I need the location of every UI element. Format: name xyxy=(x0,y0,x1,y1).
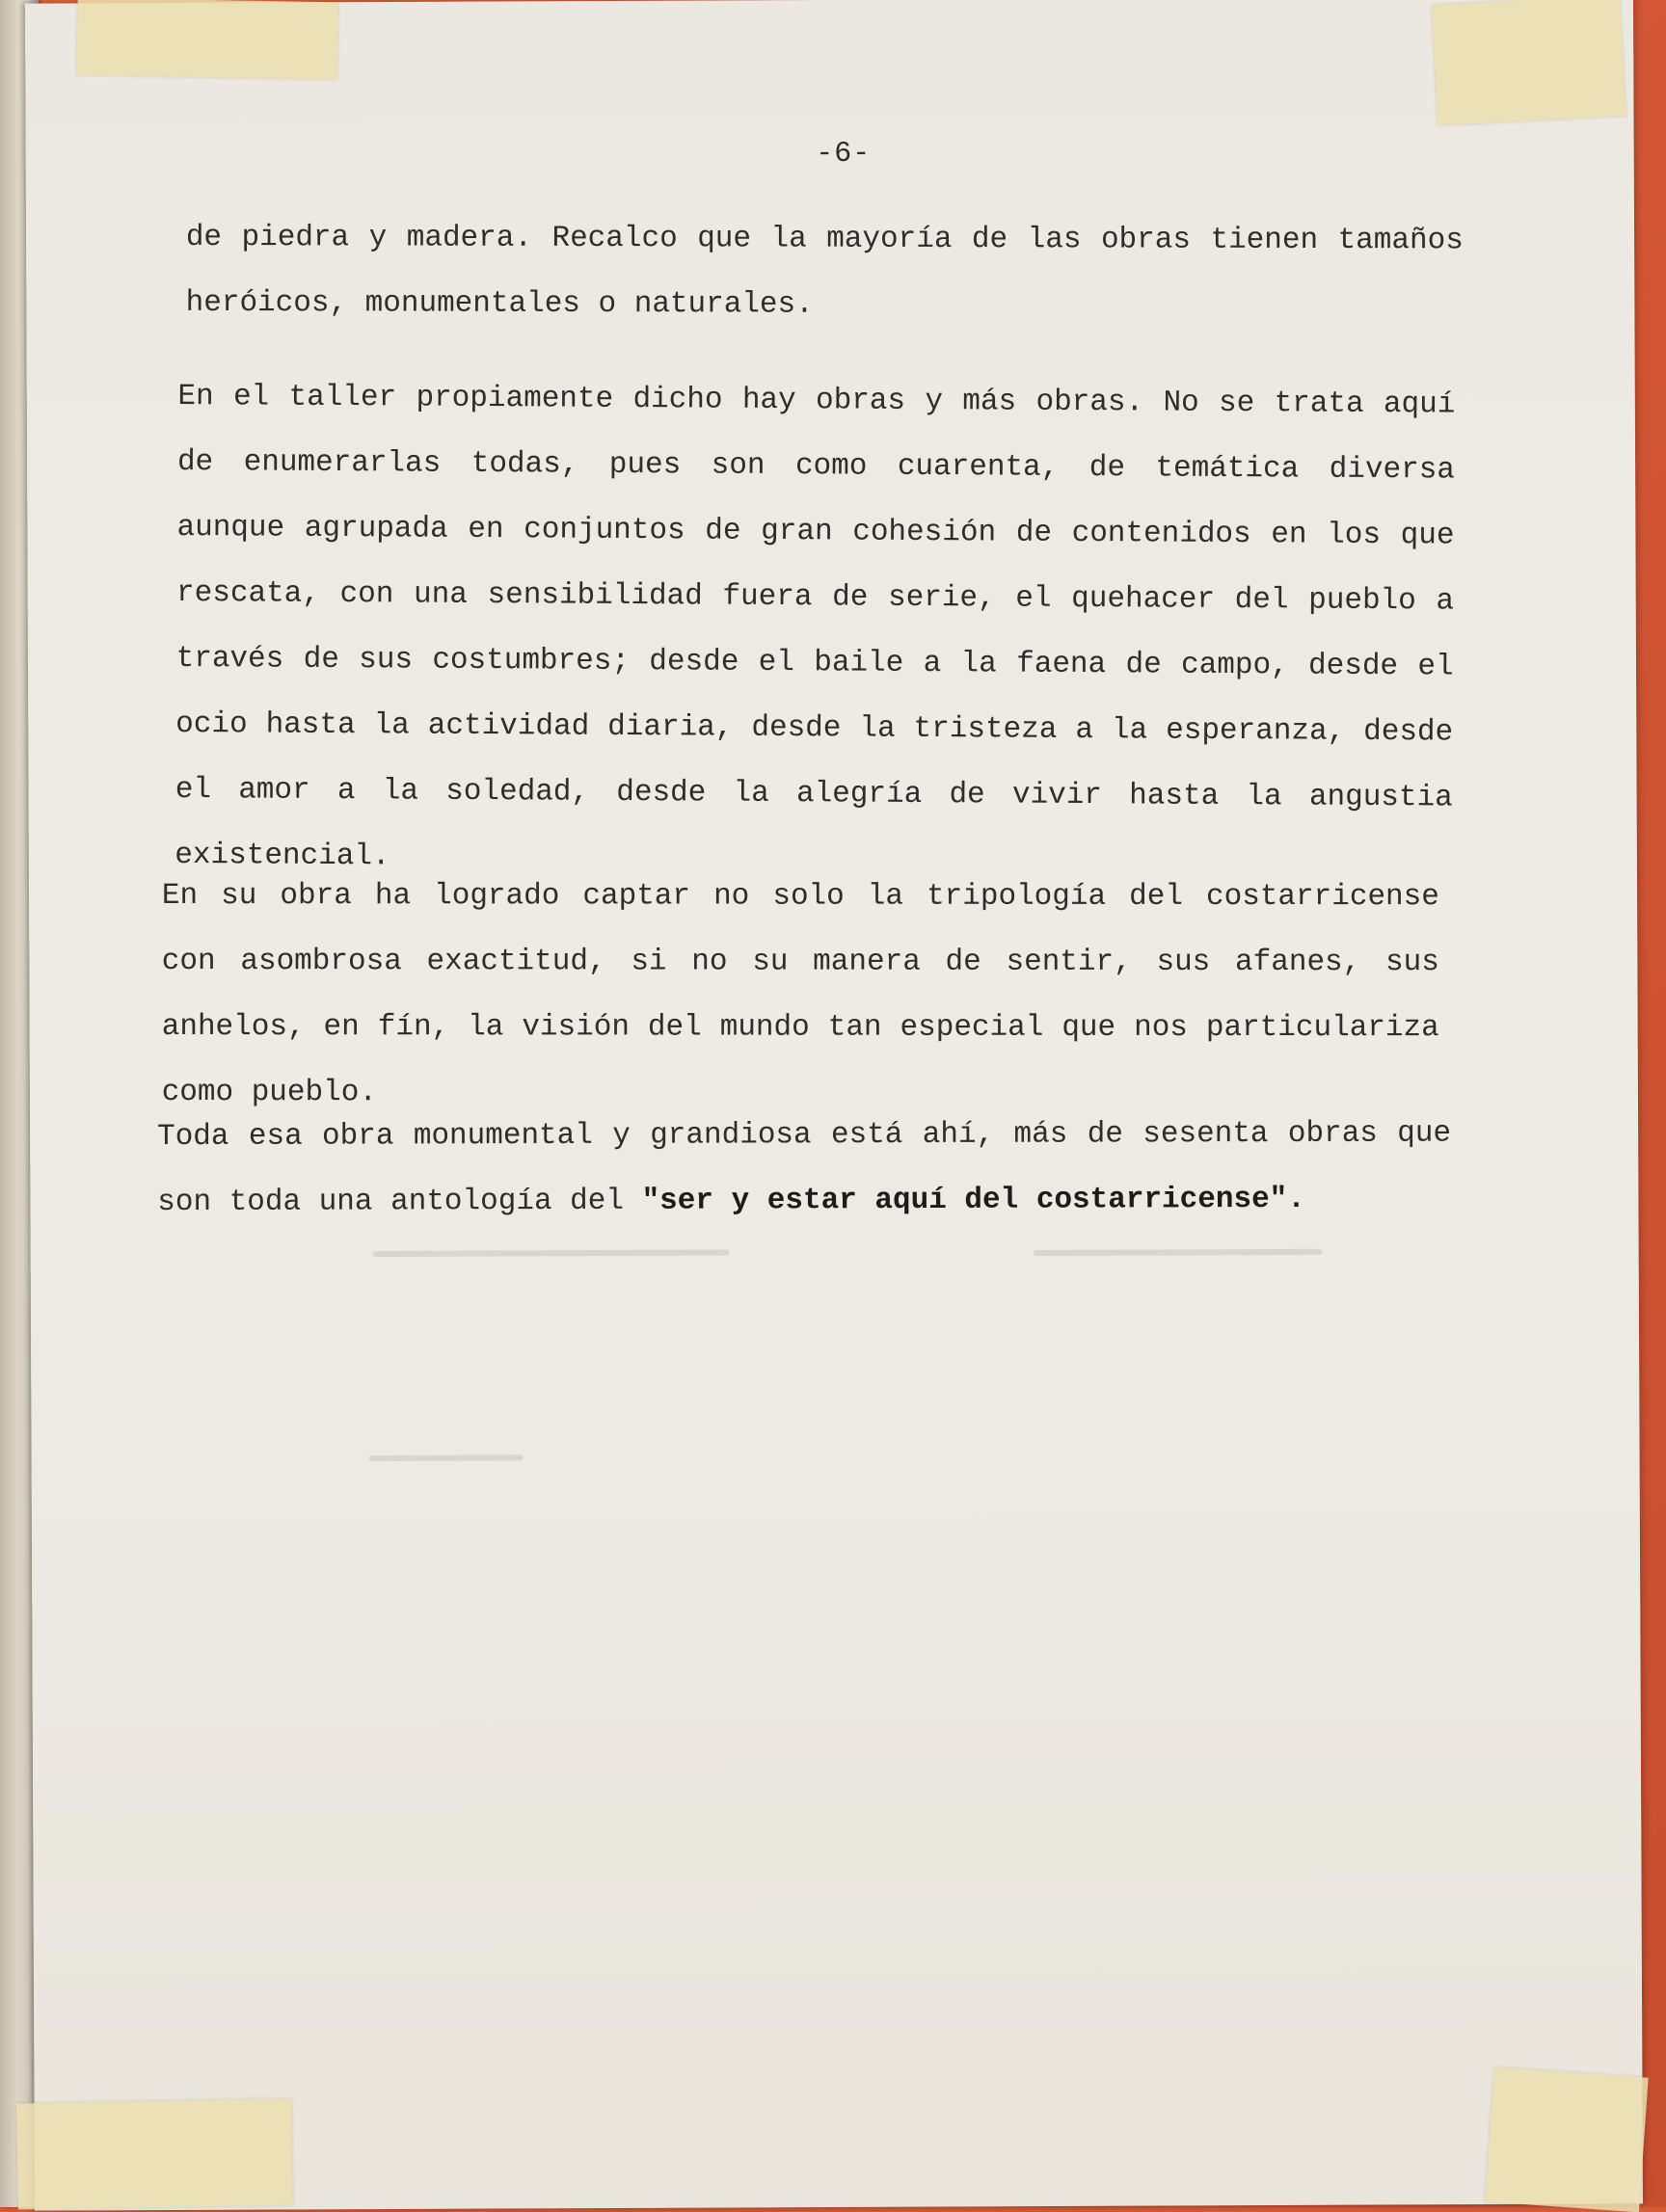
paragraph-2: En el taller propiamente dicho hay obras y más obras. No se trata aquí de enumerarlas todas, pues son como cuarenta, de temática diversa aunque agrupada en conjuntos de gran cohesión de contenidos en los que rescata, con una sensibilidad fuera de serie, el quehacer del pueblo a través de sus costumbres; desde el baile a la faena de campo, desde el ocio hasta la actividad diaria, desde la tristeza a la esperanza, desde el amor a la soledad, desde la alegría de vivir hasta la angustia existencial. xyxy=(175,379,1456,874)
page-number: -6- xyxy=(816,137,872,172)
masking-tape-bottom-right xyxy=(1485,2067,1648,2212)
masking-tape-bottom-left xyxy=(16,2099,293,2210)
masking-tape-top-left xyxy=(76,0,337,79)
ink-smudge xyxy=(1034,1249,1323,1256)
paragraph-3: En su obra ha logrado captar no solo la tripología del costarricense con asombrosa exactitud, si no su manera de sentir, sus afanes, sus anhelos, en fín, la visión del mundo tan especial que nos particulariza como pueblo. xyxy=(161,879,1439,1110)
paragraph-4 xyxy=(157,1102,1451,1237)
ink-smudge xyxy=(369,1454,524,1461)
masking-tape-top-right xyxy=(1432,0,1626,125)
ink-smudge xyxy=(373,1249,730,1257)
paragraph-1: de piedra y madera. Recalco que la mayoría de las obras tienen tamaños heróicos, monumentales o naturales. xyxy=(185,220,1464,322)
paragraph-4-quote: "ser y estar aquí del costarricense". xyxy=(641,1182,1305,1218)
typewritten-page xyxy=(25,0,1643,2211)
paragraph-4-text: Toda esa obra monumental y grandiosa está ahí, más de sesenta obras que son toda una antología del xyxy=(157,1116,1452,1220)
